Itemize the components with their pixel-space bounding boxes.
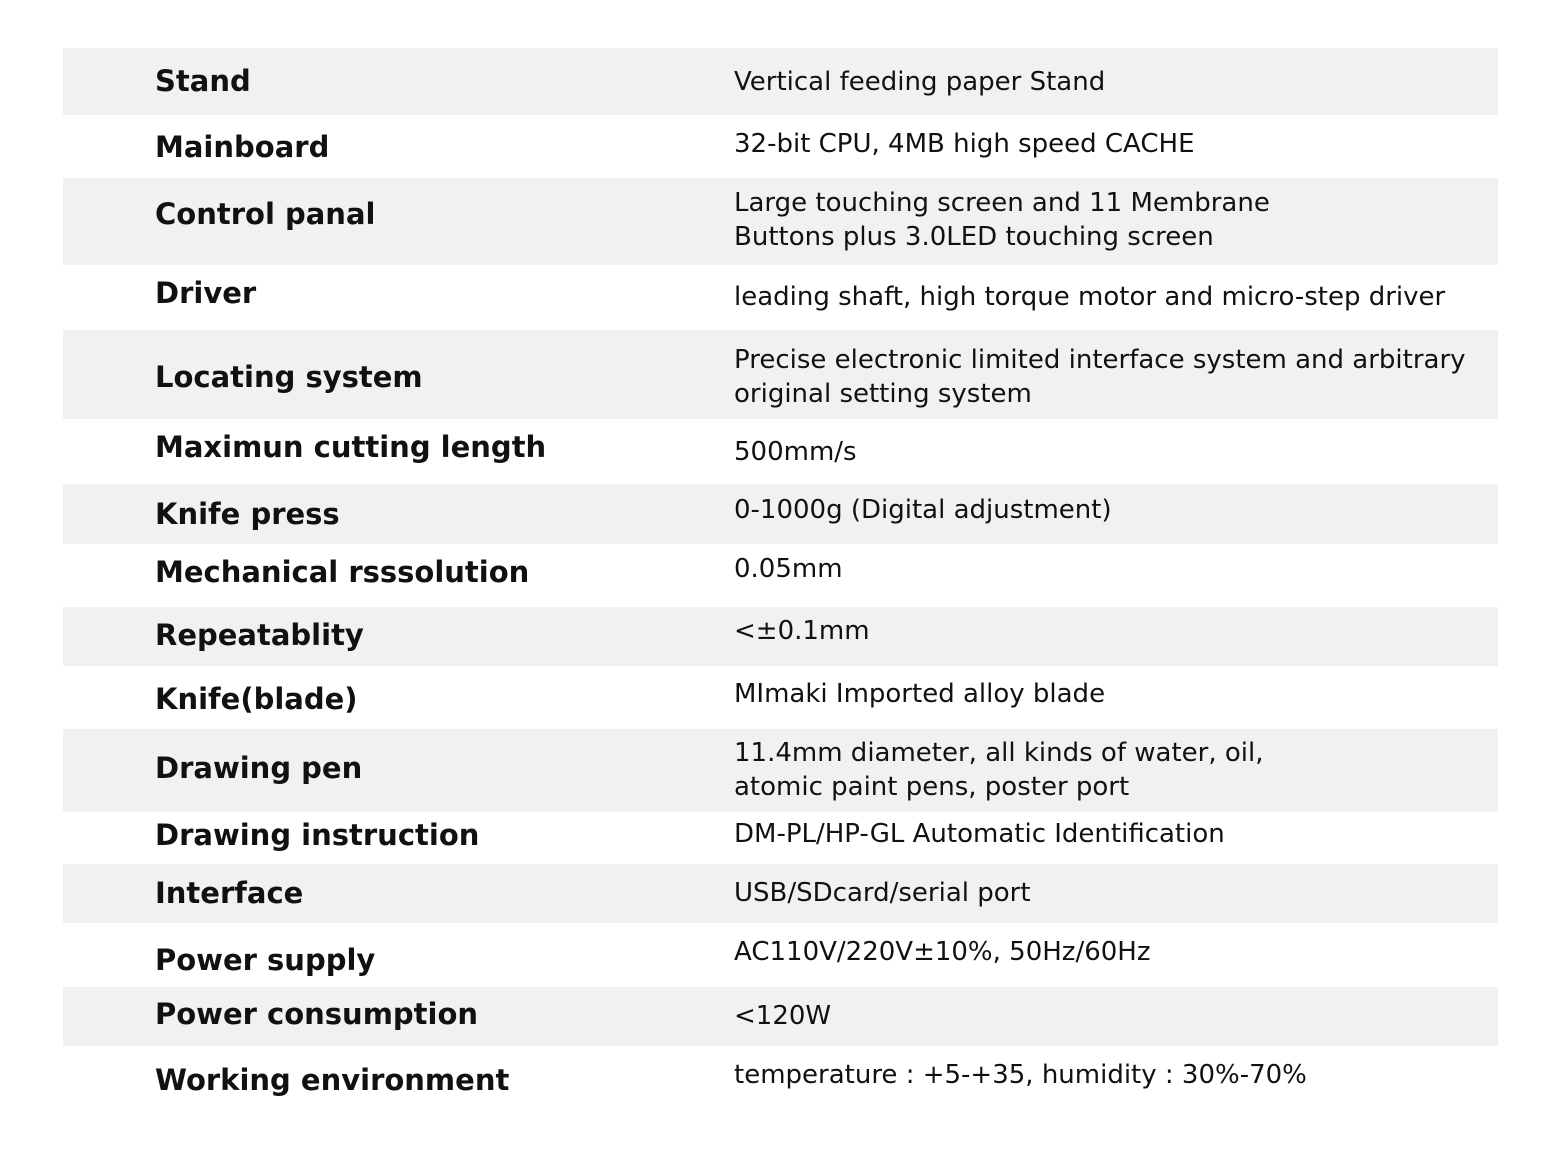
spec-label: Mechanical rsssolution [155,555,530,589]
spec-row-working-environment [63,1046,1498,1110]
spec-value [734,435,857,469]
spec-label: Drawing instruction [155,818,480,852]
spec-label: Knife press [155,497,340,531]
spec-value [734,1058,1307,1092]
spec-row-repeatablity [63,607,1498,666]
spec-row-drawing-pen [63,729,1498,812]
spec-label: Mainboard [155,130,330,164]
spec-label: Repeatablity [155,618,364,652]
spec-label: Maximun cutting length [155,430,547,464]
spec-label: Power supply [155,943,376,977]
spec-table [63,48,1498,1110]
spec-label: Driver [155,276,257,310]
spec-value [734,280,1445,314]
spec-row-interface [63,864,1498,923]
spec-value [734,343,1466,411]
spec-value [734,736,1263,804]
spec-value-line: <±0.1mm [734,616,870,646]
spec-value [734,186,1270,254]
spec-value [734,552,843,586]
spec-row-mainboard [63,115,1498,178]
spec-value [734,493,1112,527]
spec-value-line: MImaki Imported alloy blade [734,679,1106,709]
spec-value-line: USB/SDcard/serial port [734,878,1031,908]
spec-row-locating-system [63,330,1498,419]
spec-value [734,817,1225,851]
spec-value-line: DM-PL/HP-GL Automatic Identification [734,819,1225,849]
spec-label: Stand [155,64,251,98]
spec-value-line: Buttons plus 3.0LED touching screen [734,222,1214,252]
spec-value-line: 11.4mm diameter, all kinds of water, oil, [734,738,1264,768]
spec-value-line: atomic paint pens, poster port [734,772,1130,802]
spec-row-power-supply [63,923,1498,987]
spec-row-drawing-instruction [63,812,1498,864]
spec-value-line: <120W [734,1001,832,1031]
spec-value-line: temperature : +5-+35, humidity : 30%-70% [734,1060,1307,1090]
spec-value [734,876,1031,910]
spec-value [734,999,831,1033]
spec-value-line: original setting system [734,379,1032,409]
spec-value-line: 500mm/s [734,437,857,467]
spec-row-stand [63,48,1498,115]
spec-label: Control panal [155,197,376,231]
spec-value-line: leading shaft, high torque motor and micro-step driver [734,282,1446,312]
spec-value-line: 32-bit CPU, 4MB high speed CACHE [734,129,1195,159]
spec-value [734,935,1151,969]
spec-row-maximun-cutting-length [63,419,1498,484]
spec-value-line: 0-1000g (Digital adjustment) [734,495,1112,525]
spec-label: Working environment [155,1063,510,1097]
spec-value [734,614,870,648]
spec-value-line: Precise electronic limited interface system and arbitrary [734,345,1466,375]
spec-label: Drawing pen [155,751,363,785]
spec-label: Power consumption [155,997,479,1031]
spec-value-line: Large touching screen and 11 Membrane [734,188,1270,218]
spec-row-power-consumption [63,987,1498,1046]
spec-label: Locating system [155,360,423,394]
spec-row-knife-blade [63,666,1498,729]
spec-label: Knife(blade) [155,682,358,716]
spec-value-line: Vertical feeding paper Stand [734,67,1106,97]
spec-label: Interface [155,876,304,910]
spec-value-line: 0.05mm [734,554,843,584]
spec-value [734,65,1105,99]
spec-value-line: AC110V/220V±10%, 50Hz/60Hz [734,937,1151,967]
spec-row-control-panal [63,178,1498,265]
spec-row-knife-press [63,484,1498,544]
spec-row-driver [63,265,1498,330]
spec-value [734,677,1105,711]
spec-row-mechanical-resolution [63,544,1498,607]
spec-value [734,127,1195,161]
